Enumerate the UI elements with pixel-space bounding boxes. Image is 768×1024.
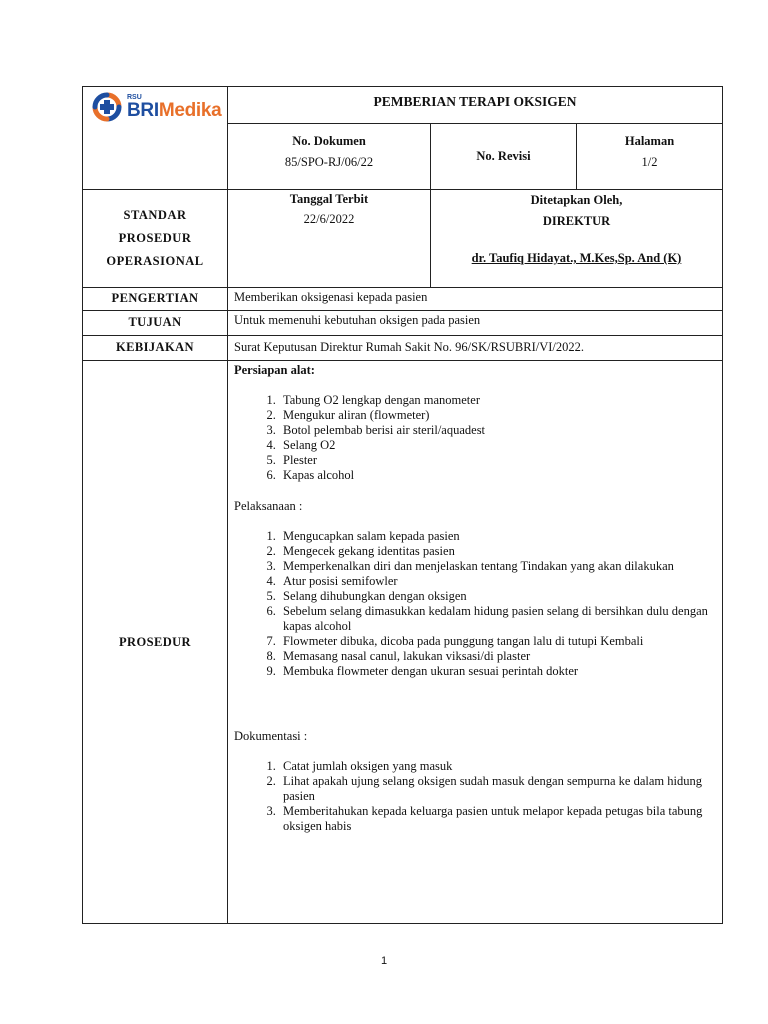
list-item: 3. Memperkenalkan diri dan menjelaskan tentang Tindakan yang akan dilakukan (279, 559, 716, 574)
issue-date-cell (228, 190, 431, 288)
row-label-policy: KEBIJAKAN (83, 336, 228, 361)
docs-list (234, 759, 716, 834)
revision-label: No. Revisi (476, 149, 531, 163)
list-item: 4. Selang O2 (279, 438, 716, 453)
doc-number-cell (228, 124, 431, 190)
established-by-label: Ditetapkan Oleh, (530, 193, 623, 207)
list-item: 6. Sebelum selang dimasukkan kedalam hidung pasien selang di bersihkan dulu dengan kapas alcohol (279, 604, 716, 634)
docs-title: Dokumentasi : (234, 729, 308, 743)
established-by-cell (431, 190, 723, 288)
steps-title: Pelaksanaan : (234, 499, 303, 513)
logo-prefix: RSU (127, 93, 142, 101)
row-label-definition: PENGERTIAN (83, 288, 228, 311)
revision-cell (431, 124, 577, 190)
sop-document (82, 86, 722, 924)
medical-cross-icon (91, 91, 123, 123)
page-label: Halaman (624, 134, 675, 148)
list-item: 1. Tabung O2 lengkap dengan manometer (279, 393, 716, 408)
list-item: 6. Kapas alcohol (279, 468, 716, 483)
list-item: 2. Mengukur aliran (flowmeter) (279, 408, 716, 423)
list-item: 9. Membuka flowmeter dengan ukuran sesuai perintah dokter (279, 664, 716, 679)
tools-list (234, 393, 716, 483)
row-text-policy: Surat Keputusan Direktur Rumah Sakit No. 96/SK/RSUBRI/VI/2022. (228, 336, 723, 361)
procedure-label: PROSEDUR (83, 361, 228, 924)
row-text-purpose: Untuk memenuhi kebutuhan oksigen pada pasien (228, 311, 723, 336)
doc-number-label: No. Dokumen (292, 134, 366, 148)
list-item: 2. Mengecek gekang identitas pasien (279, 544, 716, 559)
steps-list (234, 529, 716, 679)
issue-date-label: Tanggal Terbit (289, 192, 369, 206)
page-number: 1 (380, 955, 388, 967)
director-role: DIREKTUR (542, 214, 611, 228)
logo-cell (83, 87, 228, 190)
issue-date-value: 22/6/2022 (303, 212, 355, 226)
row-text-definition: Memberikan oksigenasi kepada pasien (228, 288, 723, 311)
row-label-purpose: TUJUAN (83, 311, 228, 336)
sop-label: STANDAR PROSEDUR OPERASIONAL (106, 208, 204, 268)
list-item: 7. Flowmeter dibuka, dicoba pada punggung tangan lalu di tutupi Kembali (279, 634, 716, 649)
tools-title: Persiapan alat: (234, 363, 315, 377)
page-cell (577, 124, 723, 190)
procedure-content (228, 361, 723, 924)
list-item: 3. Botol pelembab berisi air steril/aquadest (279, 423, 716, 438)
hospital-logo (91, 91, 221, 123)
sop-label-cell (83, 190, 228, 288)
list-item: 8. Memasang nasal canul, lakukan viksasi/di plaster (279, 649, 716, 664)
sop-table (82, 86, 723, 924)
logo-wordmark: BRIMedika (127, 99, 222, 121)
list-item: 4. Atur posisi semifowler (279, 574, 716, 589)
list-item: 1. Catat jumlah oksigen yang masuk (279, 759, 716, 774)
list-item: 5. Plester (279, 453, 716, 468)
document-title: PEMBERIAN TERAPI OKSIGEN (228, 87, 723, 124)
list-item: 3. Memberitahukan kepada keluarga pasien untuk melapor kepada petugas bila tabung oksigen habis (279, 804, 716, 834)
list-item: 5. Selang dihubungkan dengan oksigen (279, 589, 716, 604)
page-value: 1/2 (641, 155, 658, 169)
list-item: 1. Mengucapkan salam kepada pasien (279, 529, 716, 544)
list-item: 2. Lihat apakah ujung selang oksigen sudah masuk dengan sempurna ke dalam hidung pasien (279, 774, 716, 804)
doc-number-value: 85/SPO-RJ/06/22 (284, 155, 374, 169)
director-name: dr. Taufiq Hidayat., M.Kes,Sp. And (K) (471, 251, 682, 265)
